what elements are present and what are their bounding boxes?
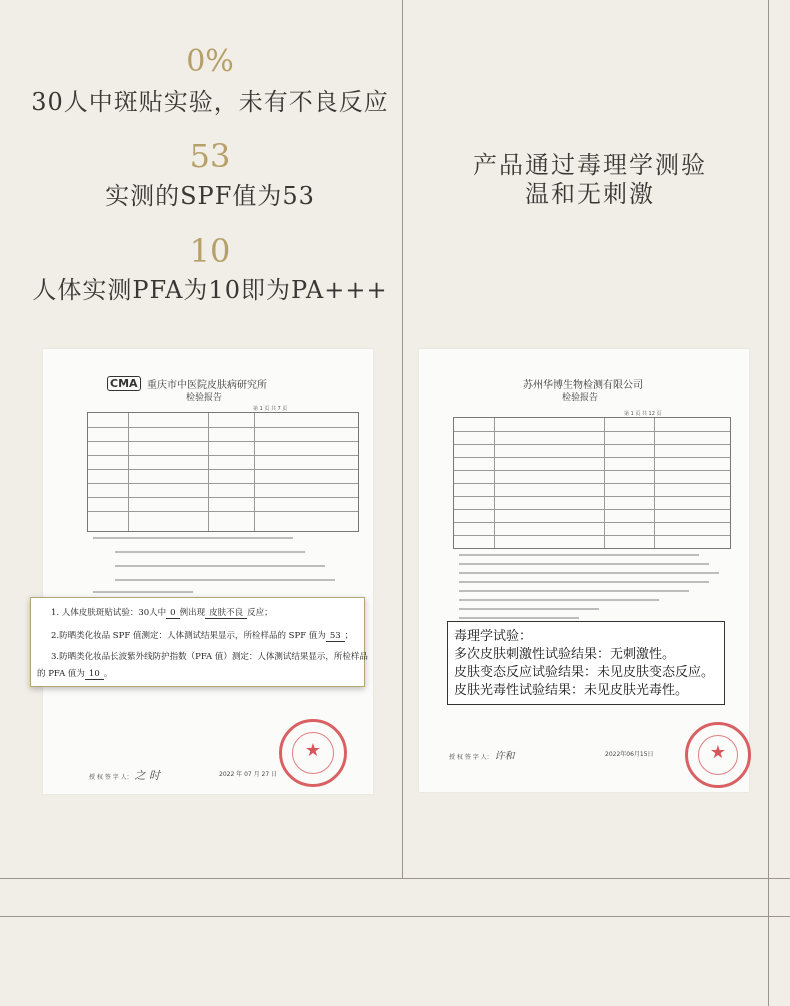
callout-line-3-d: 。 [103,669,113,679]
report-right-title: 检验报告 [562,393,599,403]
report-right-org: 苏州华博生物检测有限公司 [523,380,643,391]
report-right-signature: 授 权 签 字 人： 许和 [449,751,515,762]
report-left-title: 检验报告 [186,393,223,403]
stat-number-1: 0% [186,44,234,79]
callout-line-1-c: 例出现 [179,608,206,618]
stat-number-2: 53 [189,137,231,175]
report-left-org: 重庆市中医院皮肤病研究所 [147,380,267,391]
callout-line-2-c: ； [344,631,354,641]
callout-line-3-pfa: 10 [85,669,104,680]
divider-horizontal-bottom [0,916,790,917]
callout-line-1-count: 0 [166,608,179,619]
callout-line-1-d: 皮肤不良 [205,606,247,619]
report-left-callout [30,597,368,687]
cma-logo: CMA [107,376,141,391]
tox-line-2: 皮肤变态反应试验结果：未见皮肤变态反应。 [454,665,715,680]
callout-line-2-a: 2.防晒类化妆品 SPF 值测定：人体测试结果显示，所检样品的 SPF 值为 [51,631,326,641]
tox-title: 毒理学试验： [454,629,533,644]
report-left-page: 第 1 页 共 7 页 [253,406,288,412]
stat-text-3: 人体实测PFA为10即为PA+++ [32,276,388,304]
report-right-stamp: ★ [685,722,751,788]
right-title-line-2: 温和无刺激 [525,180,655,208]
callout-line-1-a: 1. 人体皮肤斑贴试验：30人中 [51,608,167,618]
report-sheet-right [419,349,749,792]
report-right-table [453,417,731,549]
report-right-tox-callout [447,621,725,705]
stat-number-3: 10 [189,232,231,270]
callout-line-2-spf: 53 [326,631,345,642]
report-left-date: 2022 年 07 月 27 日 [219,771,278,778]
tox-line-1: 多次皮肤刺激性试验结果：无刺激性。 [454,647,676,662]
tox-line-3: 皮肤光毒性试验结果：未见皮肤光毒性。 [454,683,689,698]
divider-horizontal-top [0,878,790,879]
callout-line-3-a: 3.防晒类化妆品长波紫外线防护指数（PFA 值）测定：人体测试结果显示，所检样品 [51,652,368,662]
report-right-page: 第 1 页 共 12 页 [624,411,662,417]
stat-text-1: 30人中斑贴实验，未有不良反应 [31,88,389,116]
report-left-stamp: ★ [279,719,347,787]
divider-vertical-center [402,0,403,878]
report-right-date: 2022年06月15日 [605,751,654,758]
right-title-line-1: 产品通过毒理学测验 [473,151,707,179]
report-sheet-left [43,349,373,794]
report-left-table [87,412,359,532]
report-left-signature: 授 权 签 字 人： 之 时 [89,769,161,782]
stat-text-2: 实测的SPF值为53 [105,182,315,210]
callout-line-1-e: 反应； [247,608,273,618]
callout-line-3-b: 的 PFA 值为 [37,669,85,679]
